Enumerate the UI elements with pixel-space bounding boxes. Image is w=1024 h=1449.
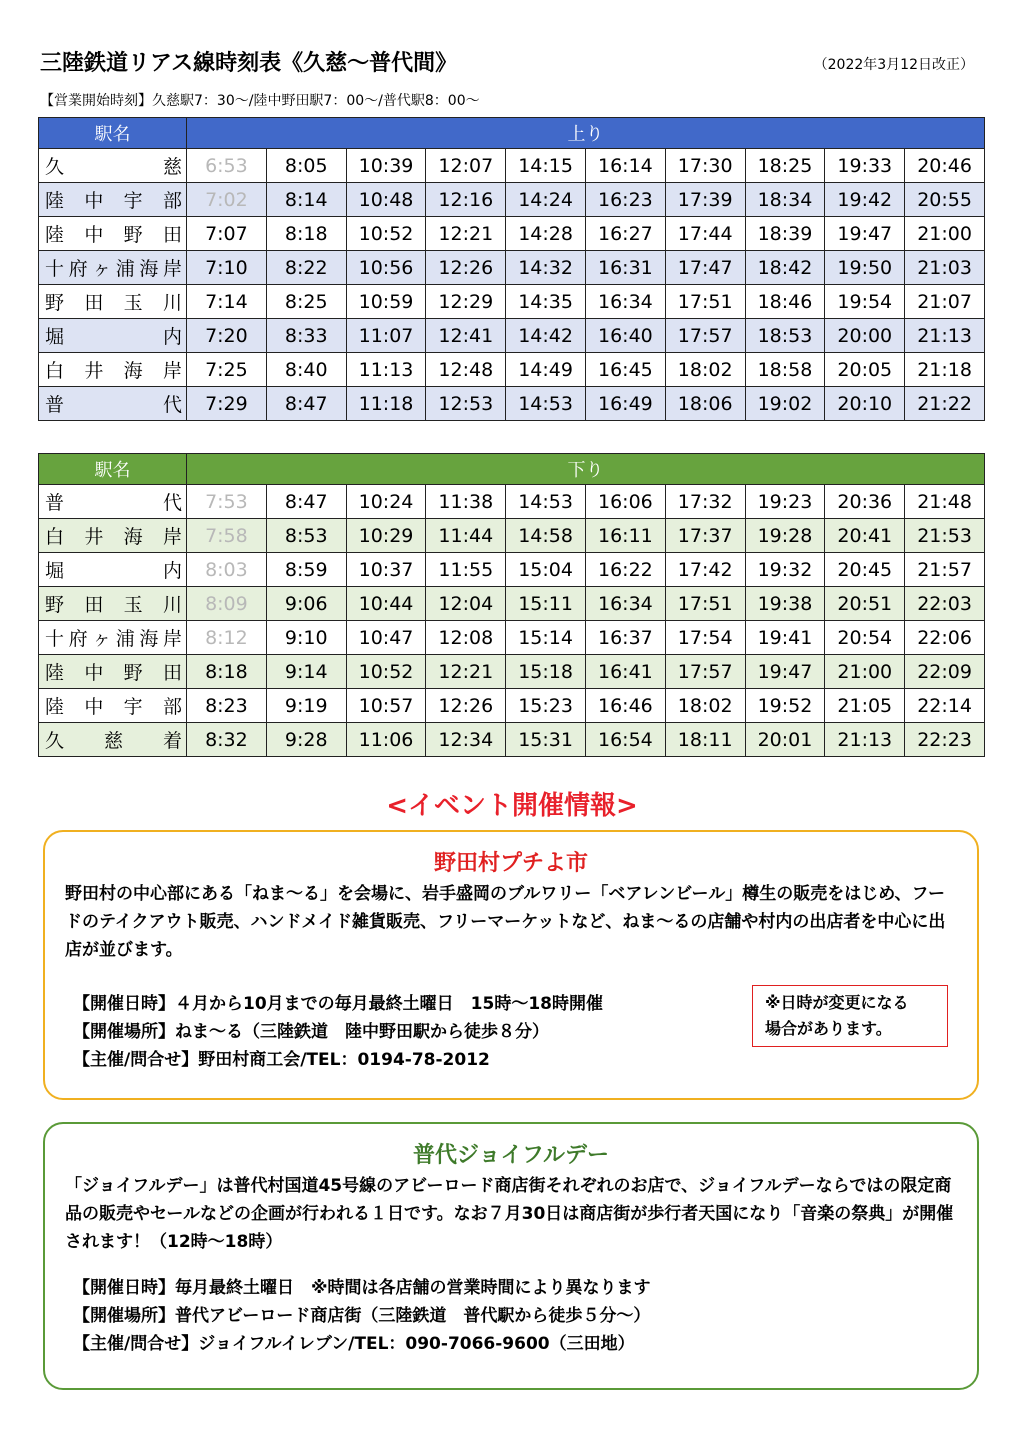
departure-time: 20:55 bbox=[905, 183, 985, 217]
timetable-row bbox=[39, 621, 985, 655]
departure-time: 8:33 bbox=[266, 319, 346, 353]
departure-time: 17:42 bbox=[665, 553, 745, 587]
departure-time: 8:03 bbox=[187, 553, 267, 587]
event-place: 【開催場所】普代アビーロード商店街（三陸鉄道 普代駅から徒歩５分～） bbox=[73, 1306, 651, 1326]
timetable-row bbox=[39, 353, 985, 387]
event-place: 【開催場所】ねま～る（三陸鉄道 陸中野田駅から徒歩８分） bbox=[73, 1022, 549, 1042]
departure-time: 12:21 bbox=[426, 217, 506, 251]
departure-time: 17:30 bbox=[665, 149, 745, 183]
departure-time: 19:33 bbox=[825, 149, 905, 183]
departure-time: 16:06 bbox=[585, 485, 665, 519]
timetable-row bbox=[39, 587, 985, 621]
departure-time: 12:08 bbox=[426, 621, 506, 655]
station-name: 陸中宇部 bbox=[39, 689, 187, 723]
departure-time: 10:57 bbox=[346, 689, 426, 723]
departure-time: 22:03 bbox=[905, 587, 985, 621]
departure-time: 19:42 bbox=[825, 183, 905, 217]
timetable-row bbox=[39, 519, 985, 553]
departure-time: 19:50 bbox=[825, 251, 905, 285]
departure-time: 16:49 bbox=[585, 387, 665, 421]
station-name: 白井海岸 bbox=[39, 519, 187, 553]
departure-time: 10:52 bbox=[346, 217, 426, 251]
departure-time: 16:54 bbox=[585, 723, 665, 757]
departure-time: 12:34 bbox=[426, 723, 506, 757]
departure-time: 15:23 bbox=[506, 689, 586, 723]
timetable-row bbox=[39, 251, 985, 285]
departure-time: 20:46 bbox=[905, 149, 985, 183]
station-name: 久慈 bbox=[39, 149, 187, 183]
timetable-down bbox=[38, 453, 985, 757]
departure-time: 19:47 bbox=[825, 217, 905, 251]
departure-time: 7:29 bbox=[187, 387, 267, 421]
departure-time: 20:54 bbox=[825, 621, 905, 655]
departure-time: 14:49 bbox=[506, 353, 586, 387]
departure-time: 20:51 bbox=[825, 587, 905, 621]
event-title: 普代ジョイフルデー bbox=[412, 1143, 610, 1168]
event-date: 【開催日時】毎月最終土曜日 ※時間は各店舗の営業時間により異なります bbox=[73, 1278, 651, 1298]
departure-time: 17:51 bbox=[665, 587, 745, 621]
departure-time: 8:09 bbox=[187, 587, 267, 621]
event-title: 野田村プチよ市 bbox=[433, 851, 588, 876]
departure-time: 8:18 bbox=[266, 217, 346, 251]
departure-time: 11:44 bbox=[426, 519, 506, 553]
events-heading: <イベント開催情報> bbox=[386, 791, 638, 821]
station-name: 陸中野田 bbox=[39, 217, 187, 251]
departure-time: 22:23 bbox=[905, 723, 985, 757]
departure-time: 11:13 bbox=[346, 353, 426, 387]
departure-time: 18:42 bbox=[745, 251, 825, 285]
departure-time: 21:03 bbox=[905, 251, 985, 285]
departure-time: 17:57 bbox=[665, 655, 745, 689]
event-contact: 【主催/問合せ】ジョイフルイレブン/TEL：090-7066-9600（三田地） bbox=[73, 1334, 635, 1354]
departure-time: 7:53 bbox=[187, 485, 267, 519]
timetable-row bbox=[39, 319, 985, 353]
timetable-row bbox=[39, 655, 985, 689]
departure-time: 19:54 bbox=[825, 285, 905, 319]
departure-time: 19:47 bbox=[745, 655, 825, 689]
departure-time: 7:25 bbox=[187, 353, 267, 387]
departure-time: 12:21 bbox=[426, 655, 506, 689]
schedule-change-notice bbox=[752, 985, 948, 1047]
departure-time: 18:25 bbox=[745, 149, 825, 183]
departure-time: 14:42 bbox=[506, 319, 586, 353]
departure-time: 11:38 bbox=[426, 485, 506, 519]
departure-time: 9:10 bbox=[266, 621, 346, 655]
departure-time: 20:05 bbox=[825, 353, 905, 387]
station-name: 十府ヶ浦海岸 bbox=[39, 251, 187, 285]
departure-time: 16:31 bbox=[585, 251, 665, 285]
departure-time: 21:18 bbox=[905, 353, 985, 387]
departure-time: 10:59 bbox=[346, 285, 426, 319]
departure-time: 18:11 bbox=[665, 723, 745, 757]
departure-time: 14:58 bbox=[506, 519, 586, 553]
departure-time: 17:51 bbox=[665, 285, 745, 319]
timetable-row bbox=[39, 217, 985, 251]
departure-time: 16:41 bbox=[585, 655, 665, 689]
departure-time: 8:53 bbox=[266, 519, 346, 553]
departure-time: 10:24 bbox=[346, 485, 426, 519]
departure-time: 11:07 bbox=[346, 319, 426, 353]
operating-hours: 【営業開始時刻】久慈駅7：30～/陸中野田駅7：00～/普代駅8：00～ bbox=[40, 93, 480, 109]
departure-time: 18:58 bbox=[745, 353, 825, 387]
departure-time: 7:20 bbox=[187, 319, 267, 353]
station-name: 十府ヶ浦海岸 bbox=[39, 621, 187, 655]
departure-time: 8:22 bbox=[266, 251, 346, 285]
departure-time: 14:24 bbox=[506, 183, 586, 217]
departure-time: 17:39 bbox=[665, 183, 745, 217]
departure-time: 17:44 bbox=[665, 217, 745, 251]
departure-time: 12:29 bbox=[426, 285, 506, 319]
departure-time: 16:23 bbox=[585, 183, 665, 217]
event-details bbox=[73, 1274, 651, 1358]
station-name: 堀内 bbox=[39, 553, 187, 587]
departure-time: 14:28 bbox=[506, 217, 586, 251]
departure-time: 20:00 bbox=[825, 319, 905, 353]
notice-line: ※日時が変更になる bbox=[765, 993, 909, 1012]
departure-time: 21:53 bbox=[905, 519, 985, 553]
departure-time: 19:28 bbox=[745, 519, 825, 553]
departure-time: 8:05 bbox=[266, 149, 346, 183]
departure-time: 18:53 bbox=[745, 319, 825, 353]
station-name: 久慈着 bbox=[39, 723, 187, 757]
timetable-row bbox=[39, 387, 985, 421]
departure-time: 19:52 bbox=[745, 689, 825, 723]
departure-time: 7:58 bbox=[187, 519, 267, 553]
departure-time: 21:57 bbox=[905, 553, 985, 587]
departure-time: 10:48 bbox=[346, 183, 426, 217]
departure-time: 17:37 bbox=[665, 519, 745, 553]
event-details bbox=[73, 990, 603, 1074]
departure-time: 7:02 bbox=[187, 183, 267, 217]
station-name: 陸中野田 bbox=[39, 655, 187, 689]
departure-time: 19:38 bbox=[745, 587, 825, 621]
timetable-row bbox=[39, 285, 985, 319]
departure-time: 12:26 bbox=[426, 251, 506, 285]
event-box-fudai bbox=[43, 1122, 979, 1390]
departure-time: 22:06 bbox=[905, 621, 985, 655]
departure-time: 9:28 bbox=[266, 723, 346, 757]
timetable-up bbox=[38, 117, 985, 421]
departure-time: 15:31 bbox=[506, 723, 586, 757]
departure-time: 18:34 bbox=[745, 183, 825, 217]
departure-time: 12:48 bbox=[426, 353, 506, 387]
departure-time: 20:01 bbox=[745, 723, 825, 757]
departure-time: 18:39 bbox=[745, 217, 825, 251]
departure-time: 20:10 bbox=[825, 387, 905, 421]
departure-time: 19:41 bbox=[745, 621, 825, 655]
departure-time: 21:07 bbox=[905, 285, 985, 319]
departure-time: 22:09 bbox=[905, 655, 985, 689]
departure-time: 10:37 bbox=[346, 553, 426, 587]
timetable-row bbox=[39, 149, 985, 183]
departure-time: 8:25 bbox=[266, 285, 346, 319]
departure-time: 15:18 bbox=[506, 655, 586, 689]
timetable-body bbox=[39, 149, 985, 421]
departure-time: 15:14 bbox=[506, 621, 586, 655]
timetable-row bbox=[39, 183, 985, 217]
revision-date: （2022年3月12日改正） bbox=[813, 57, 974, 73]
station-name: 普代 bbox=[39, 485, 187, 519]
departure-time: 22:14 bbox=[905, 689, 985, 723]
departure-time: 8:32 bbox=[187, 723, 267, 757]
departure-time: 18:06 bbox=[665, 387, 745, 421]
departure-time: 10:29 bbox=[346, 519, 426, 553]
departure-time: 18:02 bbox=[665, 353, 745, 387]
departure-time: 8:12 bbox=[187, 621, 267, 655]
departure-time: 8:47 bbox=[266, 485, 346, 519]
departure-time: 10:47 bbox=[346, 621, 426, 655]
departure-time: 17:54 bbox=[665, 621, 745, 655]
departure-time: 14:15 bbox=[506, 149, 586, 183]
departure-time: 19:23 bbox=[745, 485, 825, 519]
departure-time: 9:19 bbox=[266, 689, 346, 723]
departure-time: 21:22 bbox=[905, 387, 985, 421]
departure-time: 8:23 bbox=[187, 689, 267, 723]
departure-time: 17:57 bbox=[665, 319, 745, 353]
departure-time: 19:02 bbox=[745, 387, 825, 421]
station-name: 野田玉川 bbox=[39, 587, 187, 621]
station-name: 堀内 bbox=[39, 319, 187, 353]
timetable-row bbox=[39, 723, 985, 757]
departure-time: 7:07 bbox=[187, 217, 267, 251]
departure-time: 16:27 bbox=[585, 217, 665, 251]
departure-time: 8:18 bbox=[187, 655, 267, 689]
departure-time: 14:53 bbox=[506, 387, 586, 421]
departure-time: 8:40 bbox=[266, 353, 346, 387]
station-column-header: 駅名 bbox=[39, 454, 187, 485]
notice-line: 場合があります。 bbox=[765, 1019, 892, 1038]
departure-time: 9:14 bbox=[266, 655, 346, 689]
departure-time: 20:36 bbox=[825, 485, 905, 519]
event-description: 野田村の中心部にある「ねま～る」を会場に、岩手盛岡のブルワリー「ベアレンビール」樽生の販売をはじめ、フードのテイクアウト販売、ハンドメイド雑貨販売、フリーマーケットなど、ねま～るの店舗や村内の出店者を中心に出店が並びます。 bbox=[65, 884, 946, 960]
departure-time: 8:59 bbox=[266, 553, 346, 587]
station-name: 普代 bbox=[39, 387, 187, 421]
departure-time: 17:47 bbox=[665, 251, 745, 285]
departure-time: 16:34 bbox=[585, 285, 665, 319]
departure-time: 11:55 bbox=[426, 553, 506, 587]
departure-time: 12:04 bbox=[426, 587, 506, 621]
departure-time: 16:37 bbox=[585, 621, 665, 655]
departure-time: 12:07 bbox=[426, 149, 506, 183]
timetable-row bbox=[39, 485, 985, 519]
departure-time: 10:52 bbox=[346, 655, 426, 689]
departure-time: 21:13 bbox=[825, 723, 905, 757]
event-description: 「ジョイフルデー」は普代村国道45号線のアビーロード商店街それぞれのお店で、ジョイフルデーならではの限定商品の販売やセールなどの企画が行われる１日です。なお７月30日は商店街が歩行者天国になり「音楽の祭典」が開催されます！（12時～18時） bbox=[65, 1176, 954, 1252]
departure-time: 17:32 bbox=[665, 485, 745, 519]
departure-time: 11:06 bbox=[346, 723, 426, 757]
station-name: 陸中宇部 bbox=[39, 183, 187, 217]
departure-time: 16:11 bbox=[585, 519, 665, 553]
departure-time: 10:56 bbox=[346, 251, 426, 285]
departure-time: 15:04 bbox=[506, 553, 586, 587]
departure-time: 15:11 bbox=[506, 587, 586, 621]
departure-time: 10:39 bbox=[346, 149, 426, 183]
station-name: 白井海岸 bbox=[39, 353, 187, 387]
departure-time: 20:41 bbox=[825, 519, 905, 553]
departure-time: 12:16 bbox=[426, 183, 506, 217]
departure-time: 8:14 bbox=[266, 183, 346, 217]
departure-time: 7:10 bbox=[187, 251, 267, 285]
departure-time: 19:32 bbox=[745, 553, 825, 587]
departure-time: 6:53 bbox=[187, 149, 267, 183]
timetable-body bbox=[39, 485, 985, 757]
departure-time: 7:14 bbox=[187, 285, 267, 319]
departure-time: 16:34 bbox=[585, 587, 665, 621]
departure-time: 21:00 bbox=[825, 655, 905, 689]
departure-time: 16:22 bbox=[585, 553, 665, 587]
event-date: 【開催日時】４月から10月までの毎月最終土曜日 15時～18時開催 bbox=[73, 994, 603, 1014]
departure-time: 18:02 bbox=[665, 689, 745, 723]
departure-time: 14:53 bbox=[506, 485, 586, 519]
departure-time: 14:32 bbox=[506, 251, 586, 285]
station-name: 野田玉川 bbox=[39, 285, 187, 319]
departure-time: 16:14 bbox=[585, 149, 665, 183]
departure-time: 10:44 bbox=[346, 587, 426, 621]
page-title: 三陸鉄道リアス線時刻表《久慈～普代間》 bbox=[40, 51, 458, 76]
departure-time: 14:35 bbox=[506, 285, 586, 319]
departure-time: 16:45 bbox=[585, 353, 665, 387]
station-column-header: 駅名 bbox=[39, 118, 187, 149]
departure-time: 16:46 bbox=[585, 689, 665, 723]
event-contact: 【主催/問合せ】野田村商工会/TEL：0194-78-2012 bbox=[73, 1050, 490, 1070]
departure-time: 16:40 bbox=[585, 319, 665, 353]
departure-time: 18:46 bbox=[745, 285, 825, 319]
departure-time: 21:05 bbox=[825, 689, 905, 723]
event-box-noda bbox=[43, 830, 979, 1100]
departure-time: 12:53 bbox=[426, 387, 506, 421]
departure-time: 11:18 bbox=[346, 387, 426, 421]
departure-time: 8:47 bbox=[266, 387, 346, 421]
departure-time: 21:48 bbox=[905, 485, 985, 519]
direction-header: 下り bbox=[187, 454, 985, 485]
direction-header: 上り bbox=[187, 118, 985, 149]
timetable-row bbox=[39, 689, 985, 723]
timetable-row bbox=[39, 553, 985, 587]
departure-time: 12:26 bbox=[426, 689, 506, 723]
departure-time: 9:06 bbox=[266, 587, 346, 621]
departure-time: 20:45 bbox=[825, 553, 905, 587]
departure-time: 12:41 bbox=[426, 319, 506, 353]
departure-time: 21:13 bbox=[905, 319, 985, 353]
departure-time: 21:00 bbox=[905, 217, 985, 251]
